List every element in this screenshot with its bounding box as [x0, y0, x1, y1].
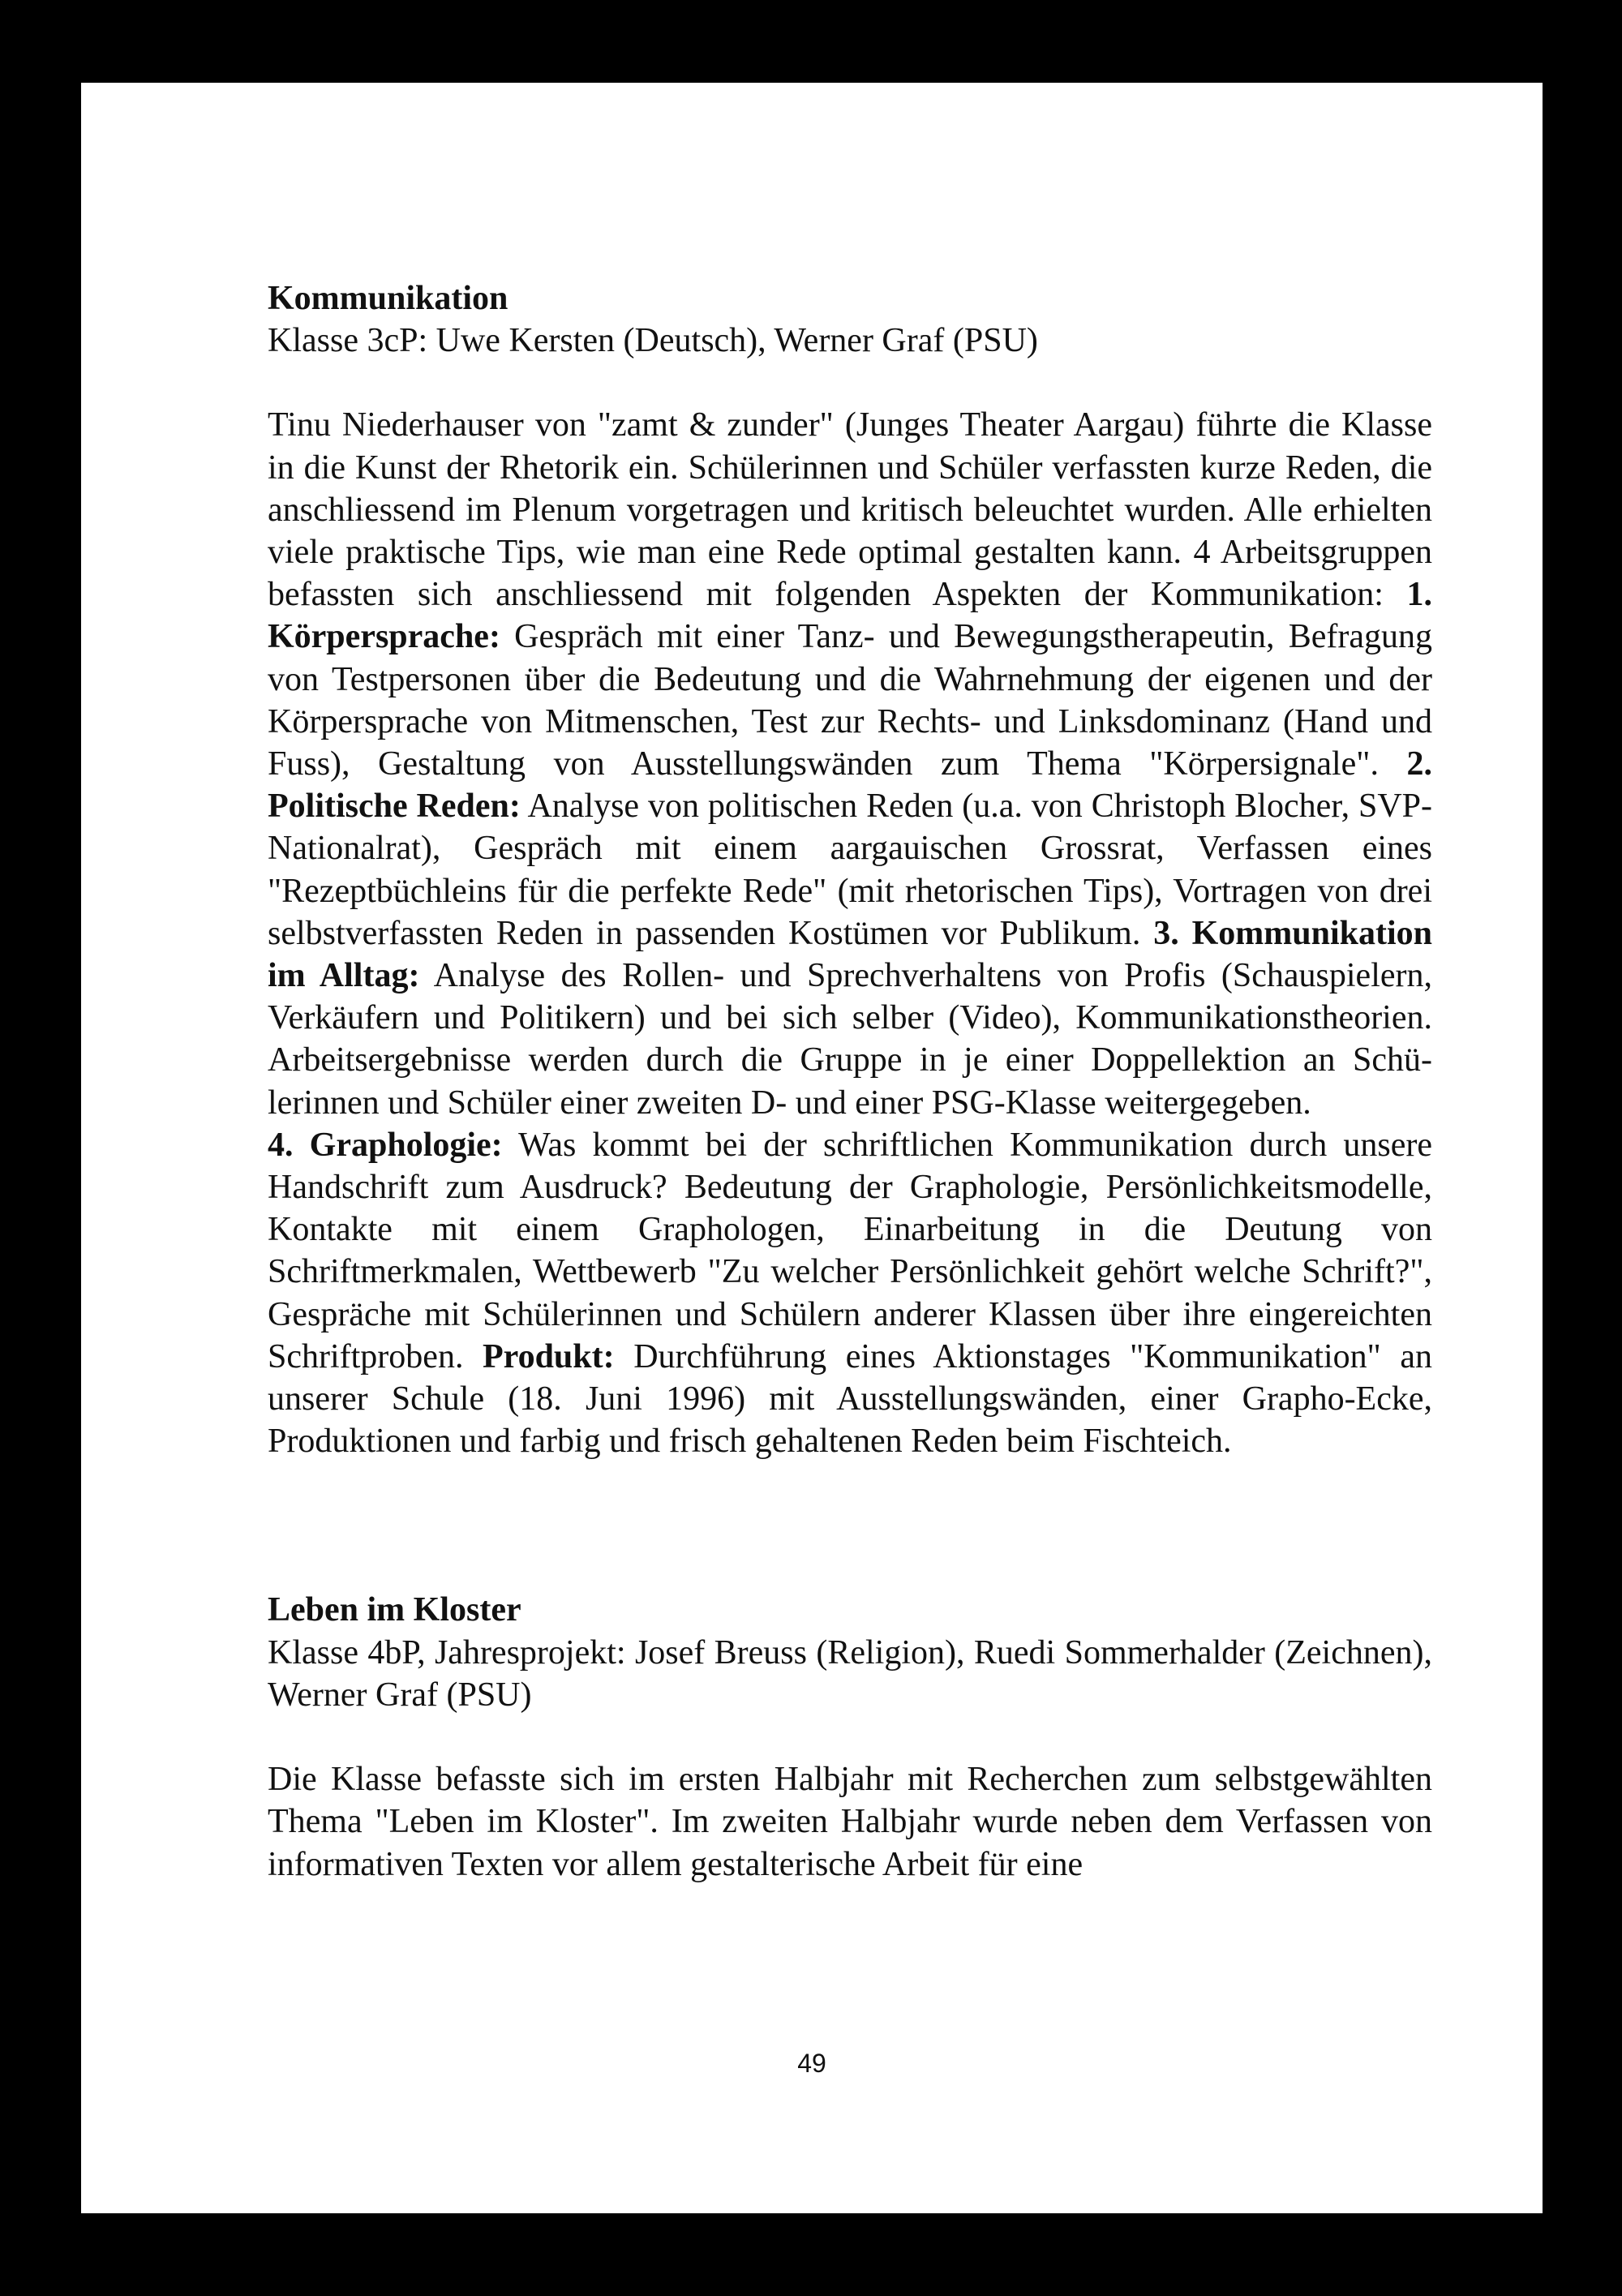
term-produkt: Produkt:: [483, 1337, 615, 1375]
text-produkt: Durchführung eines Aktionstages "Kommunikation" an unserer Schule (18. Juni 1996) mit Ausstellungswänden, einer Grapho-Ecke, Produktionen und farbig und frisch gehaltenen Reden beim Fischteich.: [268, 1337, 1432, 1461]
paragraph-graphologie: [268, 1124, 1432, 1463]
spacer: [268, 1462, 1432, 1589]
text-koerpersprache: Gespräch mit einer Tanz- und Bewegungstherapeutin, Befragung von Testpersonen über die Bedeutung und die Wahrnehmung der eigenen und der Körpersprache von Mitmenschen, Test zur Rechts- und Linksdominanz (Hand und Fuss), Gestaltung von Ausstellungswänden zum Thema "Körpersignale".: [268, 618, 1432, 783]
section-meta-kommunikation: Klasse 3cP: Uwe Kersten (Deutsch), Werner Graf (PSU): [268, 322, 1038, 360]
text-kommunikation-alltag: Analyse des Rollen- und Sprechverhaltens von Profis (Schauspielern, Verkäufern und Politikern) und bei sich selber (Video), Kommunikationstheorien. Arbeitsergebnisse werden durch die Gruppe in je einer Doppellektion an Schülerinnen und Schüler einer zweiten D- und einer PSG-Klasse weitergegeben.: [268, 957, 1432, 1122]
paragraph-intro: Tinu Niederhauser von "zamt & zunder" (Junges Theater Aargau) führte die Klasse in die Kunst der Rhetorik ein. Schülerinnen und Schüler verfassten kurze Reden, die anschliessend im Plenum vorgetragen und kritisch beleuchtet wurden. Alle erhielten viele praktische Tips, wie man eine Rede optimal gestalten kann. 4 Arbeitsgruppen befassten sich anschliessend mit folgenden Aspekten der Kommunikation:: [268, 406, 1432, 614]
term-politische-reden: 2. Politische Reden:: [268, 745, 1432, 826]
text-politische-reden: Analyse von politischen Reden (u.a. von Christoph Blocher, SVP-Nationalrat), Gespräch mit einem aargauischen Grossrat, Verfassen eines "Rezeptbüchleins für die perfekte Rede" (mit rhetorischen Tips), Vortragen von drei selbstverfassten Reden in passenden Kostümen vor Publikum.: [268, 788, 1432, 952]
page-content: [268, 277, 1432, 1886]
page-number: 49: [797, 2049, 826, 2078]
spacer: [268, 362, 1432, 404]
section-meta-kloster: Klasse 4bP, Jahresprojekt: Josef Breuss (Religion), Ruedi Sommerhalder (Zeichnen), Werner Graf (PSU): [268, 1633, 1432, 1714]
spacer: [268, 1716, 1432, 1758]
document-page: [81, 83, 1543, 2213]
section-title-kommunikation: Kommunikation: [268, 280, 508, 317]
paragraph-kommunikation: [268, 404, 1432, 1123]
text-graphologie: Was kommt bei der schriftlichen Kommunikation durch unsere Handschrift zum Ausdruck? Bedeutung der Graphologie, Persönlichkeitsmodelle, Kontakte mit einem Graphologen, Einarbeitung in die Deutung von Schriftmerkmalen, Wettbewerb "Zu welcher Persönlichkeit gehört welche Schrift?", Gespräche mit Schülerinnen und Schülern anderer Klassen über ihre eingereichten Schriftproben.: [268, 1126, 1432, 1375]
term-kommunikation-alltag: 3. Kommunikation im Alltag:: [268, 914, 1433, 995]
term-graphologie: 4. Graphologie:: [268, 1126, 503, 1164]
section-title-kloster: Leben im Kloster: [268, 1591, 521, 1629]
paragraph-kloster: Die Klasse befasste sich im ersten Halbjahr mit Recherchen zum selbstgewählten Thema "Leben im Kloster". Im zweiten Halbjahr wurde neben dem Verfassen von informativen Texten vor allem gestalterische Arbeit für eine: [268, 1761, 1432, 1883]
term-koerpersprache: 1. Körpersprache:: [268, 576, 1432, 656]
